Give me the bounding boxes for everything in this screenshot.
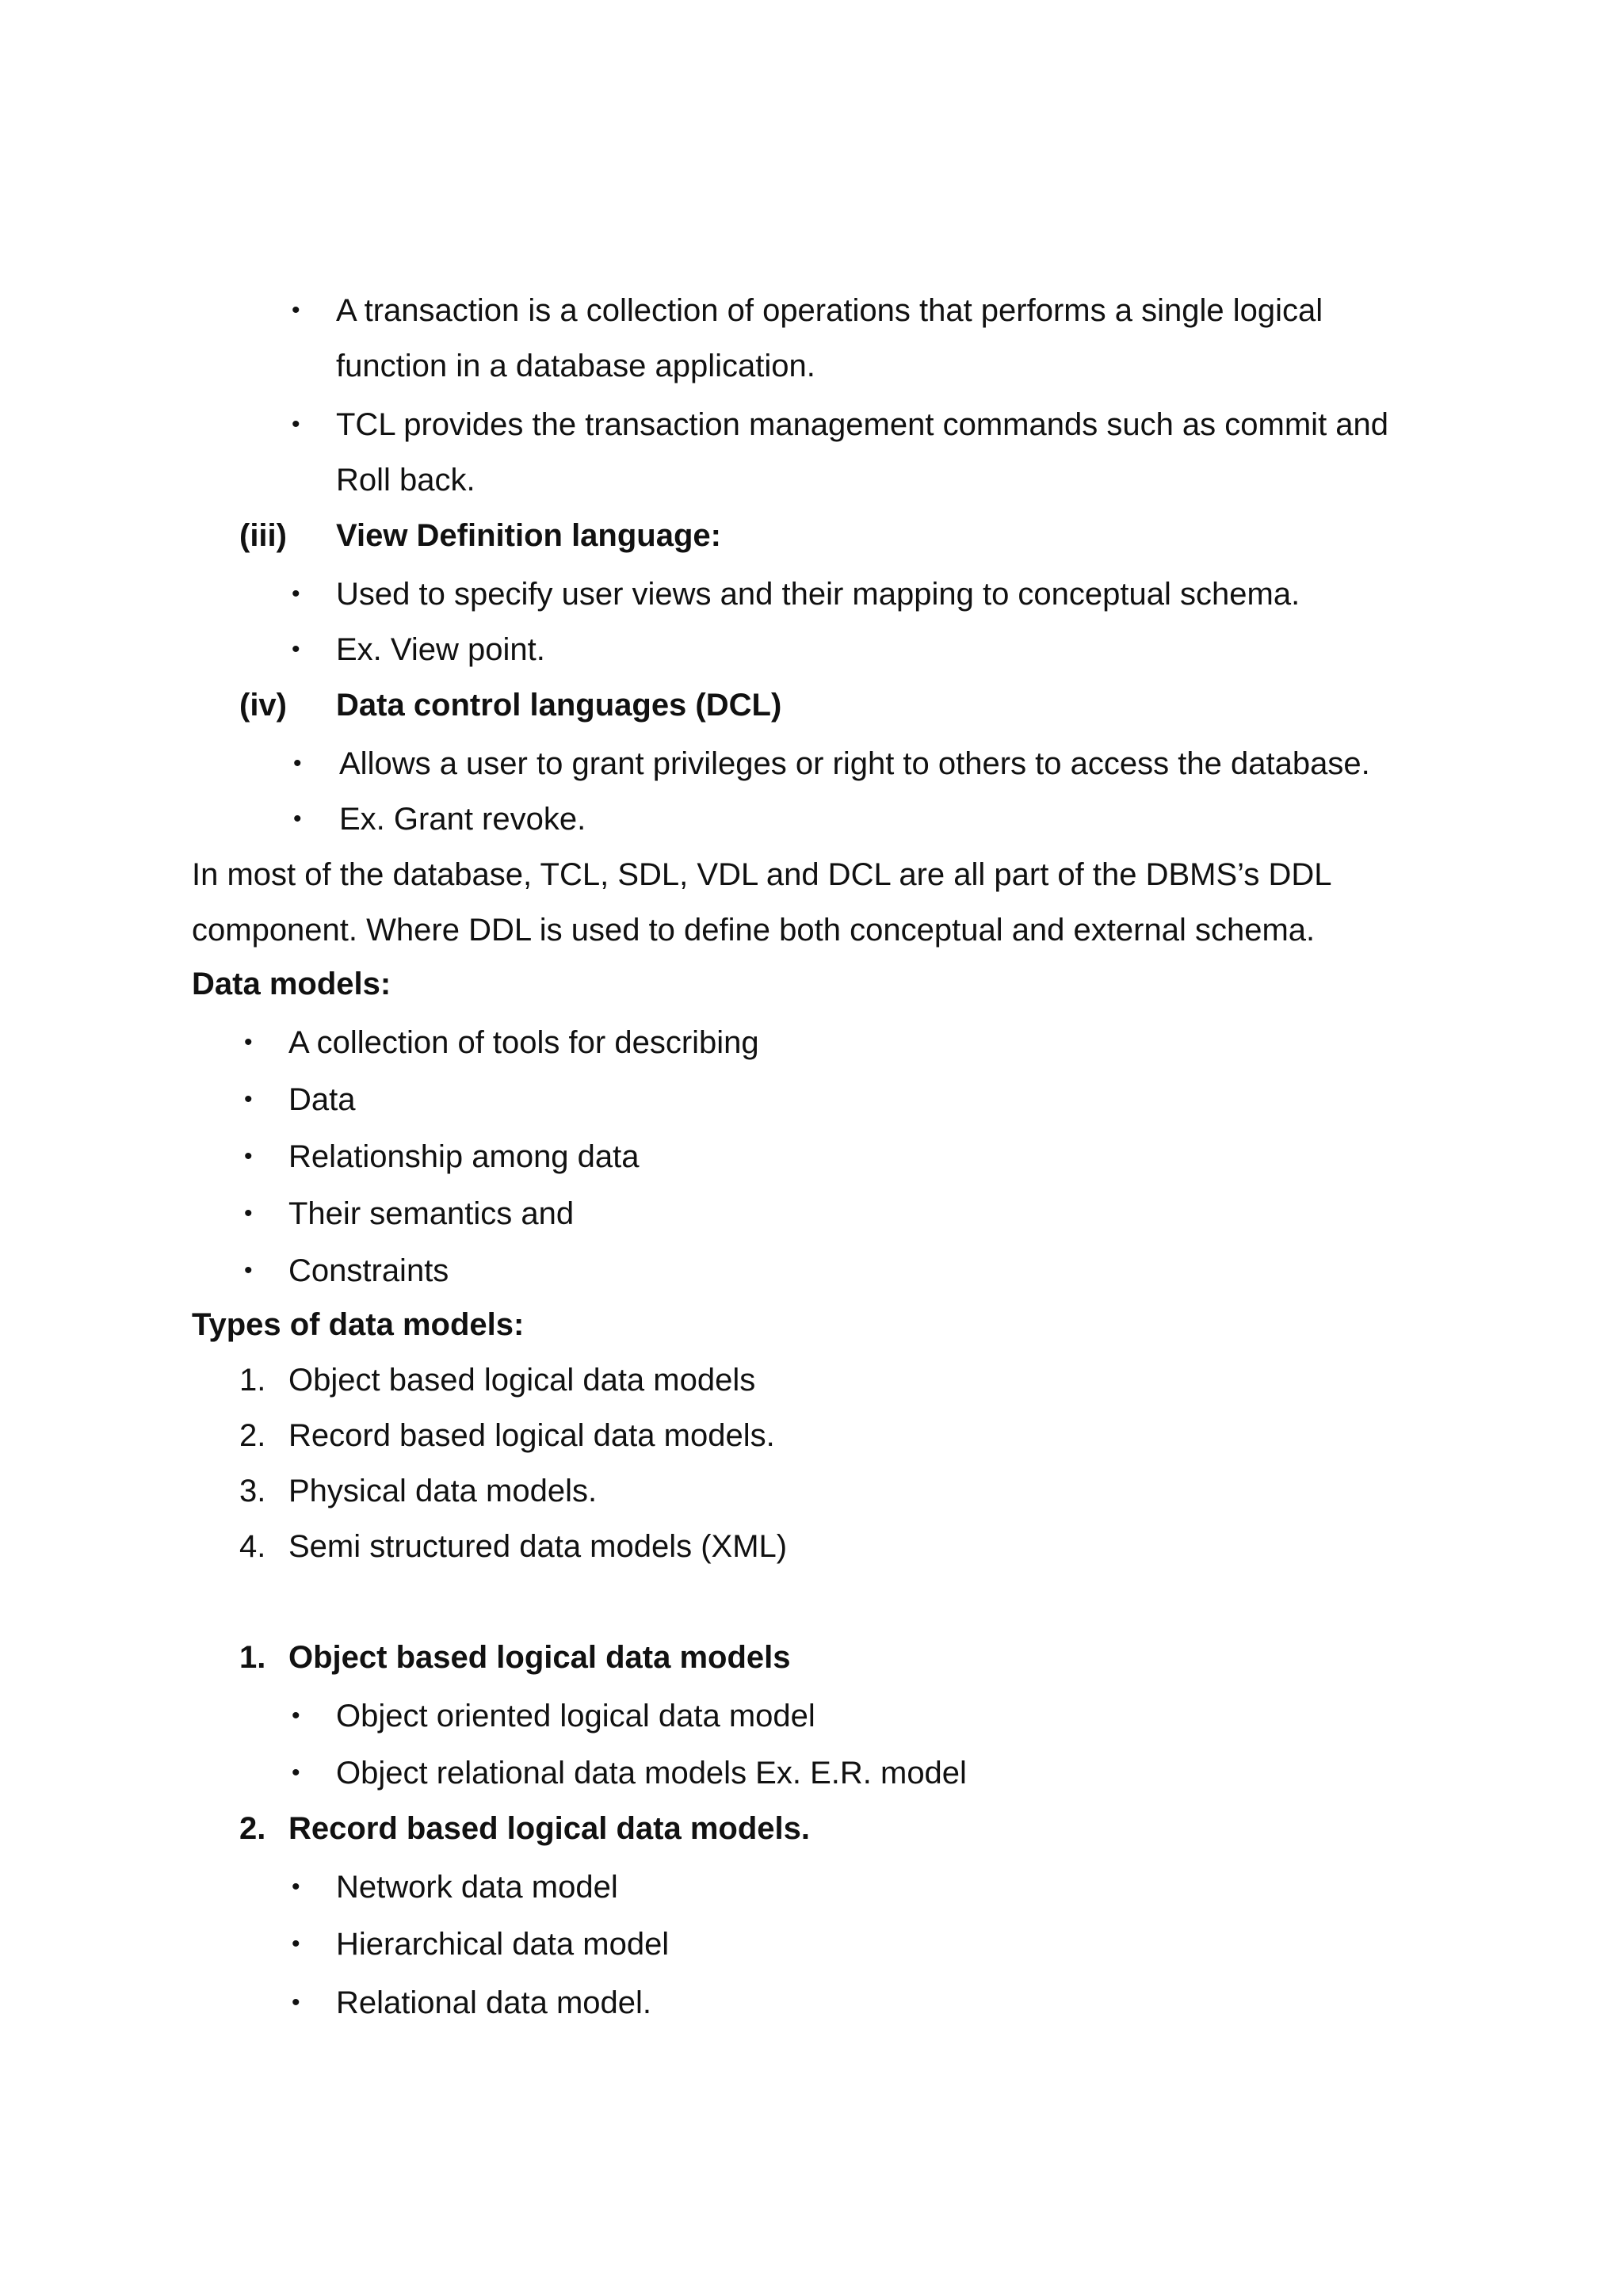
bullet-glyph: • xyxy=(244,1143,253,1169)
bullet-glyph: • xyxy=(292,297,300,323)
record-based-bullet: Hierarchical data model xyxy=(336,1927,670,1962)
types-item-text: Object based logical data models xyxy=(288,1363,756,1398)
data-models-bullet: Relationship among data xyxy=(288,1139,640,1174)
tcl-bullet-1-line-2: function in a database application. xyxy=(336,349,815,383)
vdl-numeral: (iii) xyxy=(239,518,287,553)
dcl-bullet: Allows a user to grant privileges or right to others to access the database. xyxy=(339,746,1370,781)
object-based-number: 1. xyxy=(239,1640,266,1675)
bullet-glyph: • xyxy=(244,1257,253,1283)
record-based-heading: Record based logical data models. xyxy=(288,1811,810,1846)
types-item-text: Record based logical data models. xyxy=(288,1418,775,1453)
bullet-glyph: • xyxy=(244,1086,253,1112)
summary-line-1: In most of the database, TCL, SDL, VDL and DCL are all part of the DBMS’s DDL xyxy=(192,857,1332,892)
bullet-glyph: • xyxy=(292,1703,300,1729)
data-models-bullet: Constraints xyxy=(288,1253,449,1288)
data-models-bullet: Their semantics and xyxy=(288,1196,575,1231)
bullet-glyph: • xyxy=(293,750,302,776)
tcl-bullet-2-line-2: Roll back. xyxy=(336,463,475,498)
tcl-bullet-1-line-1: A transaction is a collection of operations that performs a single logical xyxy=(336,293,1323,328)
types-item-number: 4. xyxy=(239,1529,266,1564)
data-models-bullet: A collection of tools for describing xyxy=(288,1025,759,1060)
types-item-text: Semi structured data models (XML) xyxy=(288,1529,788,1564)
vdl-heading: View Definition language: xyxy=(336,518,721,553)
data-models-heading: Data models: xyxy=(192,967,391,1001)
object-based-bullet: Object relational data models Ex. E.R. model xyxy=(336,1756,967,1791)
bullet-glyph: • xyxy=(244,1029,253,1055)
vdl-bullet: Used to specify user views and their mapping to conceptual schema. xyxy=(336,577,1300,612)
tcl-bullet-2-line-1: TCL provides the transaction management commands such as commit and xyxy=(336,407,1389,442)
types-item-text: Physical data models. xyxy=(288,1474,598,1508)
object-based-bullet: Object oriented logical data model xyxy=(336,1699,815,1733)
types-heading: Types of data models: xyxy=(192,1307,525,1342)
dcl-heading: Data control languages (DCL) xyxy=(336,688,782,723)
dcl-bullet: Ex. Grant revoke. xyxy=(339,802,586,837)
types-item-number: 2. xyxy=(239,1418,266,1453)
record-based-bullet: Network data model xyxy=(336,1870,618,1905)
bullet-glyph: • xyxy=(244,1200,253,1226)
object-based-heading: Object based logical data models xyxy=(288,1640,791,1675)
types-item-number: 3. xyxy=(239,1474,266,1508)
vdl-bullet: Ex. View point. xyxy=(336,632,545,667)
bullet-glyph: • xyxy=(292,1760,300,1786)
record-based-number: 2. xyxy=(239,1811,266,1846)
bullet-glyph: • xyxy=(292,1989,300,2016)
bullet-glyph: • xyxy=(292,1874,300,1900)
summary-line-2: component. Where DDL is used to define both conceptual and external schema. xyxy=(192,913,1316,948)
bullet-glyph: • xyxy=(292,1931,300,1957)
record-based-bullet: Relational data model. xyxy=(336,1985,652,2020)
bullet-glyph: • xyxy=(292,636,300,662)
dcl-numeral: (iv) xyxy=(239,688,287,723)
bullet-glyph: • xyxy=(293,806,302,832)
bullet-glyph: • xyxy=(292,581,300,607)
data-models-bullet: Data xyxy=(288,1082,356,1117)
bullet-glyph: • xyxy=(292,411,300,437)
types-item-number: 1. xyxy=(239,1363,266,1398)
